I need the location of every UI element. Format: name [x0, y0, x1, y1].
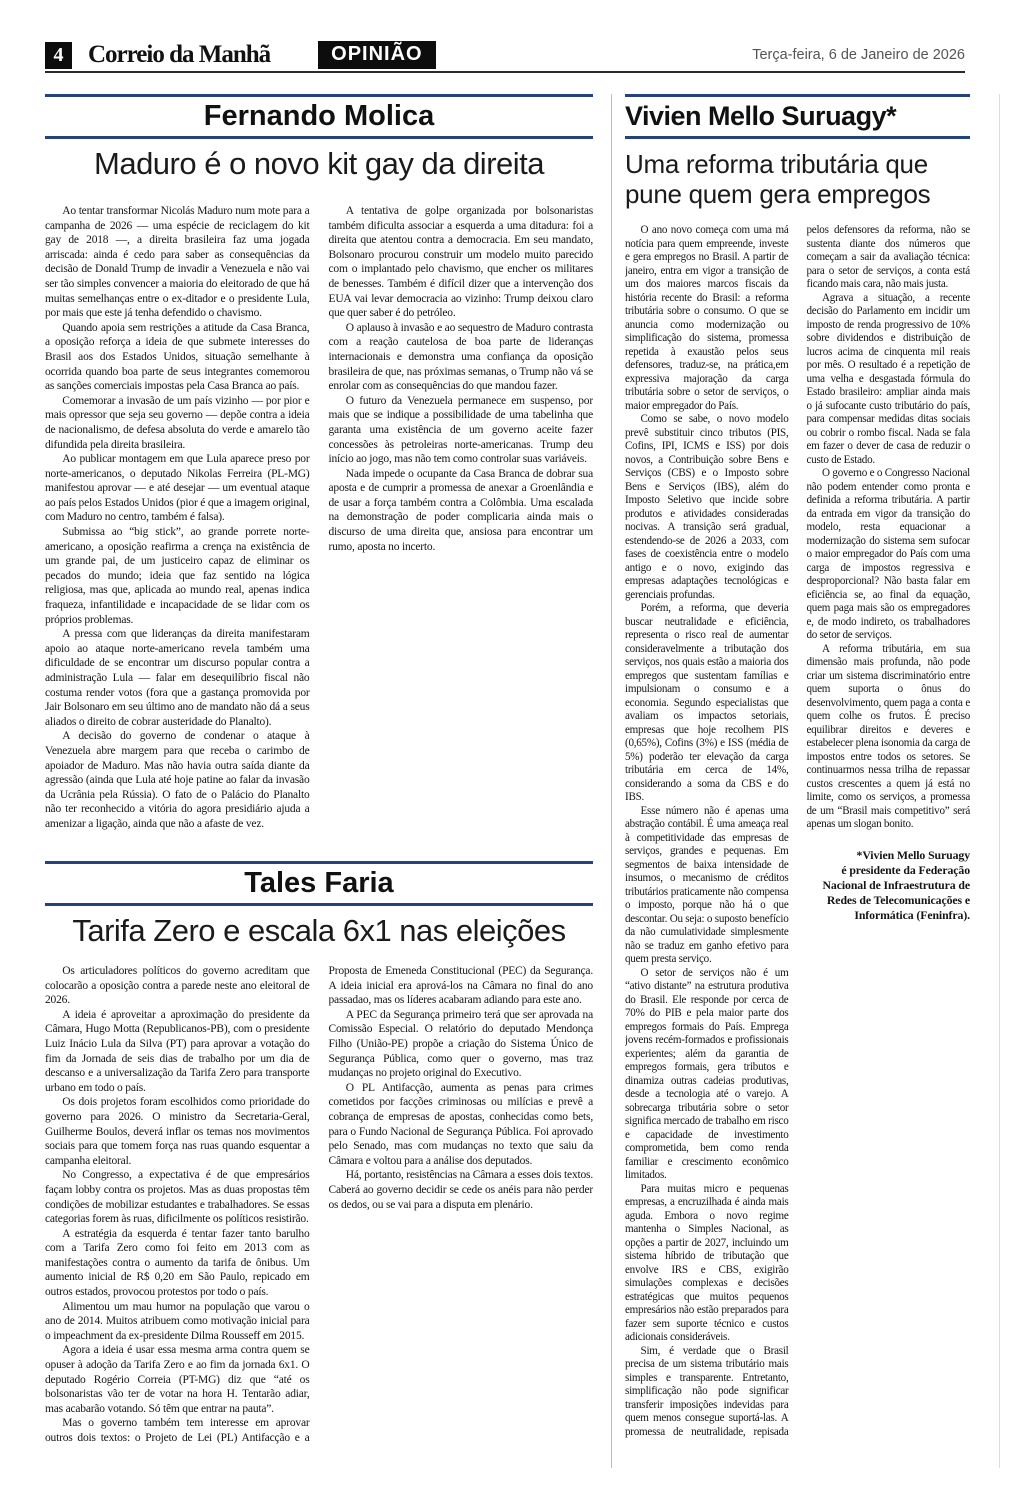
byline-rule-top	[45, 94, 593, 97]
paragraph: Porém, a reforma, que deveria buscar neutralidade e eficiência, representa o risco real de aumentar consideravelmente a tributação dos serviços, nos quais estão a maioria dos empregos que sustentam famílias e impulsionam o consumo e a economia. Segundo especialistas que avaliam os impactos setoriais, empresas que hoje recolhem PIS (0,65%), Cofins (3%) e ISS (média de 5%) poderão ter elevação da carga tributária em cerca de 14%, considerando a soma da CBS e do IBS.	[625, 602, 789, 803]
article-headline: Uma reforma tributária que pune quem gera empregos	[625, 149, 931, 209]
author-byline: Tales Faria	[244, 867, 394, 899]
byline-rule-top	[625, 94, 970, 97]
paragraph: A PEC da Segurança primeiro terá que ser aprovada na Comissão Especial. O relatório do deputado Mendonça Filho (União-PE) propõe a criação do Sistema Único de Segurança Pública, como quer o governo, mas traz mudanças no projeto original do Executivo.	[328, 1008, 593, 1080]
paragraph: Ao publicar montagem em que Lula aparece preso por norte-americanos, o deputado Nikolas Ferreira (PL-MG) manifestou aprovar — e até desejar — um eventual ataque ao país pelos Estados Unidos (pior é que a imagem original, com Maduro no centro, também é falsa).	[45, 453, 310, 524]
byline-rule-top	[45, 861, 593, 864]
paragraph: A decisão do governo de condenar o ataque à Venezuela abre margem para que receba o carimbo de apoiador de Maduro. Mas não havia outra saída diante da agressão (ainda que Lula até hoje patine ao falar da invasão da Ucrânia pela Rússia). O fato de o Palácio do Planalto não ter reconhecido a vitória do agora presidiário ajuda a amenizar a ligação, ainda que não a afaste de vez.	[45, 730, 310, 830]
byline-rule-bottom	[45, 136, 593, 139]
page-number: 4	[45, 42, 72, 69]
article-faria	[45, 861, 593, 1451]
article-headline: Maduro é o novo kit gay da direita	[94, 146, 544, 181]
paragraph: O governo e o Congresso Nacional não podem entender como pronta e definida a reforma tributária. A partir da entrada em vigor da transição do modelo, resta equacionar a modernização do sistema sem sufocar o maior empregador do País com uma carga de impostos regressiva e desproporcional? Não basta falar em eficiência se, ao final da equação, quem paga mais são os empregadores e, de modo indireto, os trabalhadores do setor de serviços.	[806, 467, 970, 641]
paragraph: Agrava a situação, a recente decisão do Parlamento em incidir um imposto de renda progressivo de 10% sobre dividendos e distribuição de lucros acima de cinquenta mil reais por mês. O resultado é a repetição de uma velha e desgastada fórmula do Estado brasileiro: ampliar ainda mais o já sufocante custo tributário do país, para compensar medidas ditas sociais ou cobrir o rombo fiscal. Nada se fala em fazer o dever de casa de reduzir o custo de Estado.	[806, 291, 970, 466]
paragraph: Quando apoia sem restrições a atitude da Casa Branca, a oposição reforça a ideia de que submete interesses do Brasil aos dos Estados Unidos, situação semelhante à ocorrida quando boa parte de seus integrantes comemorou as sanções comerciais impostas pela Casa Branca ao país.	[45, 321, 310, 393]
left-section	[45, 94, 593, 1451]
edition-date: Terça-feira, 6 de Janeiro de 2026	[752, 47, 965, 63]
paragraph: Nada impede o ocupante da Casa Branca de dobrar sua aposta e de cumprir a promessa de anexar a Groenlândia e de usar a força também contra a Colômbia. Uma escalada na demonstração de poder complicaria ainda mais o discurso de uma direita que, ansiosa para encontrar um rumo, aposta no incerto.	[328, 467, 593, 553]
paragraph: Como se sabe, o novo modelo prevê substituir cinco tributos (PIS, Cofins, IPI, ICMS e ISS) por dois novos, a Contribuição sobre Bens e Serviços (CBS) e o Imposto sobre Bens e Serviços (IBS), além do Imposto Seletivo que incide sobre produtos e atividades consideradas nocivas. A transição será gradual, estendendo-se de 2026 a 2033, com fases de coexistência entre o modelo antigo e o novo, exigindo das empresas adaptações tecnológicas e gerenciais profundas.	[625, 413, 789, 601]
page-header	[45, 40, 965, 70]
paragraph: Submissa ao “big stick”, ao grande porrete norte-americano, a oposição reafirma a crença na existência de um grande pai, de um justiceiro capaz de eliminar os pecados do mundo; ideia que faz sentido na lógica religiosa, mas que, aplicada ao mundo real, apenas indica fraqueza, infantilidade e incapacidade de se lidar com os próprios problemas.	[45, 526, 310, 626]
credit-line: é presidente da Federação	[841, 862, 970, 877]
paragraph: Alimentou um mau humor na população que varou o ano de 2014. Muitos atribuem como motivação inicial para o impeachment da ex-presidente Dilma Rousseff em 2015.	[45, 1300, 310, 1342]
byline-rule-bottom	[45, 903, 593, 906]
author-byline: Vivien Mello Suruagy*	[625, 101, 897, 131]
article-headline: Tarifa Zero e escala 6x1 nas eleições	[72, 913, 566, 948]
credit-line: *Vivien Mello Suruagy	[856, 847, 970, 862]
page-edge-line	[999, 94, 1000, 1468]
header-rule	[45, 71, 965, 73]
paragraph: Comemorar a invasão de um país vizinho — por pior e mais opressor que seja seu governo — depõe contra a ideia de nacionalismo, de defesa absoluta do verde e amarelo tão difundida pela direita brasileira.	[45, 394, 310, 451]
article-molica	[45, 94, 593, 849]
paragraph: Os dois projetos foram escolhidos como prioridade do governo para 2026. O ministro da Secretaria-Geral, Guilherme Boulos, deverá inflar os temas nos movimentos sociais para que tomem força nas ruas quando esquentar a campanha eleitoral.	[45, 1096, 310, 1167]
paragraph: A ideia é aproveitar a aproximação do presidente da Câmara, Hugo Motta (Republicanos-PB), com o presidente Luiz Inácio Lula da Silva (PT) para aprovar a votação do fim da Jornada de seis dias de trabalho por um dia de descanso e a universalização da Tarifa Zero para transporte urbano em todo o país.	[45, 1008, 310, 1094]
credit-line: Redes de Telecomunicações e	[826, 892, 970, 907]
paragraph: Mas o governo também tem interesse em aprovar outros dois textos: o Projeto de Lei (PL) Antifacção e a Proposta de Emeneda Constitucional (PEC) da Segurança. A ideia inicial era aprová-los na Câmara no final do ano passadao, mas os líderes acabaram adiando para este ano.	[45, 965, 593, 1444]
paragraph: A reforma tributária, em sua dimensão mais profunda, não pode criar um sistema discriminatório entre quem suporta o ônus do desenvolvimento, quem paga a conta e quem colhe os frutos. É preciso equilibrar direitos e deveres e estabelecer plena isonomia da carga de impostos entre todos os setores. Se continuarmos nessa trilha de repassar custos crescentes a quem já está no limite, como os serviços, a promessa de um “Brasil mais competitivo” será apenas um slogan bonito.	[806, 642, 970, 830]
paragraph: O setor de serviços não é um “ativo distante” na estrutura produtiva do Brasil. Ele responde por cerca de 70% do PIB e pela maior parte dos empregos formais do País. Emprega jovens recém-formados e profissionais experientes; além da garantia de empregos formais, gera tributos e dinamiza outras cadeias produtivas, desde a tecnologia até o varejo. A sobrecarga tributária sobre o setor significa mercado de trabalho em risco e capacidade de investimento comprometida, bem como renda familiar e crescimento econômico limitados.	[625, 966, 789, 1181]
column-divider	[611, 94, 612, 1468]
paragraph: A tentativa de golpe organizada por bolsonaristas também dificulta associar a esquerda a uma ditadura: foi a direita que atentou contra a democracia. Em seu mandato, Bolsonaro procurou construir um modelo muito parecido com o implantado pelo chavismo, que encher os militares de benesses. Também é difícil dizer que a intervenção dos EUA vai levar democracia ao vizinho: Trump deixou claro que quer saber é do petróleo.	[328, 205, 593, 320]
article-body	[45, 204, 593, 849]
paragraph: O PL Antifacção, aumenta as penas para crimes cometidos por facções criminosas ou milícias e prevê a cobrança de empresas de apostas, conhecidas como bets, para o Fundo Nacional de Segurança Pública. Foi aprovado pelo Senado, mas com mudanças no texto que saiu da Câmara e voltou para a análise dos deputados.	[328, 1081, 593, 1167]
paragraph: Para muitas micro e pequenas empresas, a encruzilhada é ainda mais aguda. Embora o novo regime mantenha o Simples Nacional, as opções a partir de 2027, incluindo um sistema híbrido de tributação que envolve IRS e CBS, exigirão simulações complexas e decisões estratégicas que muitos pequenos empresários não estão preparados para fazer sem suporte técnico e custos adicionais consideráveis.	[625, 1182, 789, 1343]
byline-rule-bottom	[625, 136, 970, 139]
credit-line: Informática (Feninfra).	[854, 907, 970, 922]
author-byline: Fernando Molica	[203, 100, 435, 132]
paragraph: A pressa com que lideranças da direita manifestaram apoio ao ataque norte-americano revela também uma dificuldade de se encontrar um discurso popular contra a administração Lula — falar em desequilíbrio fiscal não costuma render votos (fora que a gastança promovida por Jair Bolsonaro em seu último ano de mandato não dá a seus aliados o direito de cobrar austeridade do Planalto).	[45, 628, 310, 728]
paragraph: O ano novo começa com uma má notícia para quem empreende, investe e gera empregos no Brasil. A partir de janeiro, entra em vigor a transição de um dos maiores marcos fiscais da história recente do Brasil: a reforma tributária sobre o consumo. O que se anuncia como modernização ou simplificação do sistema, promessa repetida à exaustão pelos seus defensores, traduz-se, na prática,em expressiva majoração da carga tributária sobre o setor de serviços, o maior empregador do País.	[625, 224, 789, 412]
paragraph: A estratégia da esquerda é tentar fazer tanto barulho com a Tarifa Zero como foi feito em 2013 com as manifestações contra o aumento da tarifa de ônibus. Um aumento inicial de R$ 0,20 em São Paulo, repicado em outros estados, provocou protestos por todo o país.	[45, 1227, 310, 1299]
credit-line: Nacional de Infraestrutura de	[822, 877, 970, 892]
paragraph: Sim, é verdade que o Brasil precisa de um sistema tributário mais simples e transparente. Entretanto, simplificação não pode significar transferir imposições indevidas para quem menos consegue suportá-las. A promessa de neutralidade, repisada pelos defensores da reforma, não se sustenta diante dos números que começam a sair da avaliação técnica: para o setor de serviços, a conta está ficando mais cara, não mais justa.	[625, 224, 970, 1438]
author-credit	[807, 848, 971, 923]
section-badge: OPINIÃO	[318, 41, 435, 69]
paragraph: No Congresso, a expectativa é de que empresários façam lobby contra os projetos. Mas as duas propostas têm condições de mobilizar estudantes e trabalhadores. Se essas categorias forem às ruas, dificilmente os políticos resistirão.	[45, 1169, 310, 1226]
article-body	[625, 224, 970, 1440]
paragraph: Esse número não é apenas uma abstração contábil. É uma ameaça real à competitividade das empresas de serviços, grandes e pequenas. Em segmentos de baixa intensidade de insumos, o mecanismo de créditos tributários praticamente não compensa o imposto, porque não há o que descontar. Ou seja: o suposto benefício da não cumulatividade simplesmente não se traduz em ganho efetivo para quem presta serviço.	[625, 804, 789, 965]
paragraph: Os articuladores políticos do governo acreditam que colocarão a oposição contra a parede neste ano eleitoral de 2026.	[45, 965, 310, 1007]
article-body	[45, 964, 593, 1451]
paragraph: O aplauso à invasão e ao sequestro de Maduro contrasta com a reação cautelosa de boa parte de lideranças internacionais e demonstra uma confiança da oposição brasileira de que, nas próximas semanas, o Trump não vá se enrolar com as consequências do que mandou fazer.	[328, 321, 593, 393]
paragraph: O futuro da Venezuela permanece em suspenso, por mais que se indique a possibilidade de uma tabelinha que garanta uma existência de um governo aceite fazer concessões às petroleiras norte-americanas. Trump deu início ao jogo, mas não tem como controlar suas variáveis.	[328, 394, 593, 466]
masthead: Correio da Manhã	[88, 41, 271, 68]
paragraph: Agora a ideia é usar essa mesma arma contra quem se opuser à adoção da Tarifa Zero e ao fim da jornada 6x1. O deputado Rogério Correia (PT-MG) diz que “até os bolsonaristas vão ter de votar na hora H. Tentarão adiar, mas acabarão votando. Só têm que entrar na pauta”.	[45, 1344, 310, 1415]
article-suruagy	[625, 94, 970, 1440]
paragraph: Há, portanto, resistências na Câmara a esses dois textos. Caberá ao governo decidir se cede os anéis para não perder os dedos, ou se vai para a disputa em plenário.	[328, 1169, 593, 1211]
paragraph: Ao tentar transformar Nicolás Maduro num mote para a campanha de 2026 — uma espécie de reciclagem do kit gay de 2018 —, a direita brasileira faz uma jogada arriscada: ainda é cedo para saber as consequências da decisão de Donald Trump de invadir a Venezuela e não vai ser tão simples convencer a maioria do eleitorado de que há muitas semelhanças entre o ex-ditador e o presidente Lula, por mais que este já tenha defendido o chavismo.	[45, 205, 310, 320]
